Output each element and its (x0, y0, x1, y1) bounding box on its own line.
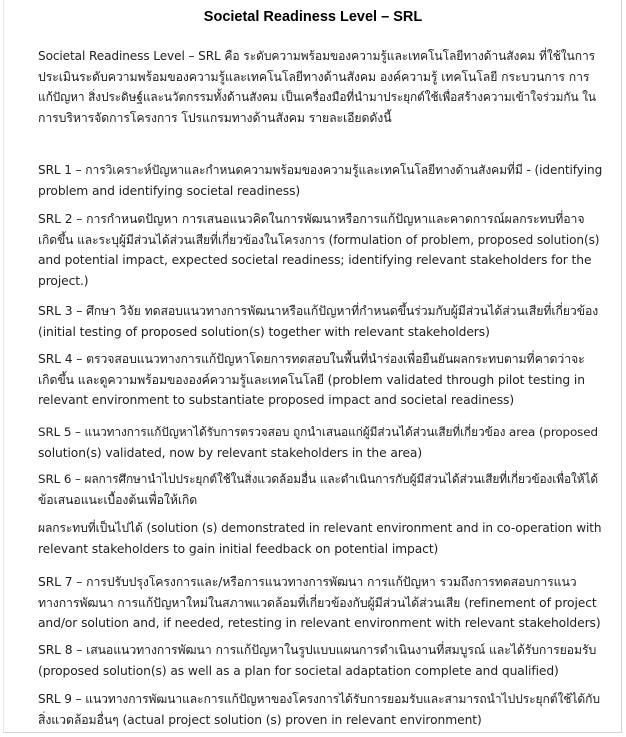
srl-5-line: solution(s) validated, now by relevant stakeholders in the area) (38, 445, 423, 460)
intro-line: แก้ปัญหา สิ่งประดิษฐ์และนวัตกรรมทั้งด้านสังคม เป็นเครื่องมือที่นำมาประยุกต์ใช้เพื่อสร้างความเข้าใจร่วมกัน ใน (38, 90, 596, 104)
srl-8-paragraph (38, 640, 604, 681)
intro-line: Societal Readiness Level – SRL คือ ระดับความพร้อมของความรู้และเทคโนโลยีทางด้านสังคม ที่ใช้ในการ (38, 49, 596, 63)
srl-7-line: and/or solution and, if needed, retesting in relevant environment with relevant stakeholders) (38, 616, 601, 630)
intro-paragraph (38, 46, 604, 128)
srl-2-line: project.) (38, 273, 89, 288)
srl-2-line: เกิดขึ้น และระบุผู้มีส่วนได้ส่วนเสียที่เกี่ยวข้องในโครงการ (formulation of problem, proposed solution(s) (38, 232, 600, 247)
srl-4-paragraph (38, 349, 604, 411)
srl-6-continuation-line: ผลกระทบที่เป็นไปได้ (solution (s) demonstrated in relevant environment and in co-operation with (38, 521, 602, 535)
srl-3-line: (initial testing of proposed solution(s) together with relevant stakeholders) (38, 324, 490, 339)
intro-line: การบริหารจัดการโครงการ โปรแกรมทางด้านสังคม รายละเอียดดังนี้ (38, 110, 392, 125)
srl-5-paragraph (38, 422, 604, 463)
srl-6-continuation-paragraph (38, 518, 604, 559)
srl-3-line: SRL 3 – ศึกษา วิจัย ทดสอบแนวทางการพัฒนาหรือแก้ปัญหาที่กำหนดขึ้นร่วมกับผู้มีส่วนได้ส่วนเสียที่เกี่ยวข้อง (38, 304, 599, 318)
srl-4-line: เกิดขึ้น และดูความพร้อมขององค์ความรู้และเทคโนโลยี (problem validated through pilot testing in (38, 372, 585, 387)
srl-6-line: SRL 6 – ผลการศึกษานำไปประยุกต์ใช้ในสิ่งแวดล้อมอื่น และดำเนินการกับผู้มีส่วนได้ส่วนเสียที่เกี่ยวข้องเพื่อให้ได้ (38, 472, 598, 486)
srl-5-line: SRL 5 – แนวทางการแก้ปัญหาได้รับการตรวจสอบ ถูกนำเสนอแก่ผู้มีส่วนได้ส่วนเสียที่เกี่ยวข้อง area (proposed (38, 425, 598, 439)
srl-9-line: สิ่งแวดล้อมอื่นๆ (actual project solution (s) proven in relevant environment) (38, 712, 482, 727)
srl-4-line: relevant environment to substantiate proposed impact and societal readiness) (38, 393, 515, 407)
intro-line: ประเมินระดับความพร้อมของความรู้และเทคโนโลยีทางด้านสังคม องค์ความรู้ เทคโนโลยี กระบวนการ การ (38, 69, 590, 84)
srl-4-line: SRL 4 – ตรวจสอบแนวทางการแก้ปัญหาโดยการทดสอบในพื้นที่นำร่องเพื่อยืนยันผลกระทบตามที่คาดว่าจะ (38, 352, 585, 366)
srl-9-paragraph (38, 689, 604, 730)
srl-2-line: and potential impact, expected societal readiness; identifying relevant stakeholders for the (38, 253, 592, 267)
srl-6-paragraph (38, 469, 604, 510)
srl-3-paragraph (38, 301, 604, 342)
srl-9-line: SRL 9 – แนวทางการพัฒนาและการแก้ปัญหาของโครงการได้รับการยอมรับและสามารถนำไปประยุกต์ใช้ได้กับ (38, 692, 600, 706)
srl-1-line: problem and identifying societal readiness) (38, 183, 301, 198)
srl-7-line: SRL 7 – การปรับปรุงโครงการและ/หรือการแนวทางการพัฒนา การแก้ปัญหา รวมถึงการทดสอบการแนว (38, 575, 577, 589)
srl-8-line: (proposed solution(s) as well as a plan for societal adaptation complete and qualified) (38, 663, 559, 678)
srl-2-paragraph (38, 209, 604, 291)
srl-7-line: ทางการพัฒนา การแก้ปัญหาใหม่ในสภาพแวดล้อมที่เกี่ยวข้องกับผู้มีส่วนได้ส่วนเสีย (refinement of project (38, 595, 597, 610)
page-title: Societal Readiness Level – SRL (203, 9, 423, 25)
srl-8-line: SRL 8 – เสนอแนวทางการพัฒนา การแก้ปัญหาในรูปแบบแผนการดำเนินงานที่สมบูรณ์ และได้รับการยอมรับ (38, 643, 597, 657)
srl-6-continuation-line: relevant stakeholders to gain initial feedback on potential impact) (38, 541, 439, 556)
srl-1-paragraph (38, 160, 604, 201)
srl-7-paragraph (38, 572, 604, 634)
srl-2-line: SRL 2 – การกำหนดปัญหา การเสนอแนวคิดในการพัฒนาหรือการแก้ปัญหาและคาดการณ์ผลกระทบที่อาจ (38, 212, 585, 226)
srl-6-line: ข้อเสนอแนะเบื้องต้นเพื่อให้เกิด (38, 492, 198, 507)
srl-1-line: SRL 1 – การวิเคราะห์ปัญหาและกำหนดความพร้อมของความรู้และเทคโนโลยีทางด้านสังคมที่มี - (identifying (38, 163, 603, 177)
